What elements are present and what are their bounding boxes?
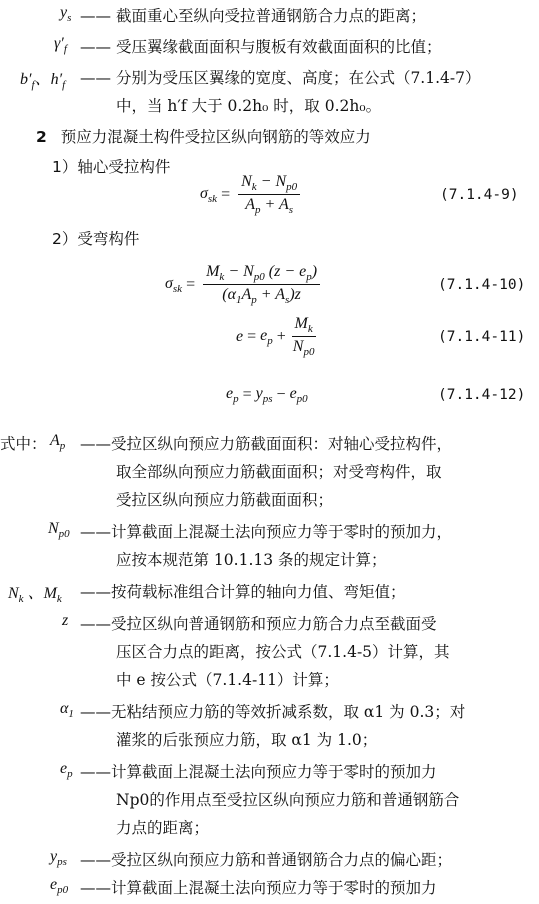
subheading-bending: 2）受弯构件 [52, 230, 140, 248]
def-z-line2: 压区合力点的距离，按公式（7.1.4-5）计算，其 [116, 643, 450, 661]
symbol-Nk-Mk: $N_k$ 、$M_k$ [8, 585, 62, 606]
def-gamma-f-text: —— 受压翼缘截面面积与腹板有效截面面积的比值； [80, 38, 442, 56]
def-alpha1-line1: ——无粘结预应力筋的等效折减系数，取 α1 为 0.3；对 [80, 703, 466, 721]
where-label: 式中： [0, 435, 47, 453]
def-ys-text: —— 截面重心至纵向受拉普通钢筋合力点的距离； [80, 7, 426, 25]
def-bf-hf-text: —— 分别为受压区翼缘的宽度、高度；在公式（7.1.4-7） [80, 69, 481, 87]
symbol-ep0: $e_{p0}$ [50, 876, 69, 897]
symbol-bf-hf: $b'_f$、$h'_f$ [20, 71, 66, 92]
equation-number: (7.1.4-10) [438, 277, 526, 293]
equation-number: (7.1.4-9) [440, 187, 519, 203]
symbol-yps: $y_{ps}$ [50, 848, 67, 869]
equation-number: (7.1.4-11) [438, 329, 526, 345]
def-ep-line2: Np0的作用点至受拉区纵向预应力筋和普通钢筋合 [116, 791, 460, 809]
def-yps-line1: ——受拉区纵向预应力筋和普通钢筋合力点的偏心距； [80, 851, 453, 869]
symbol-z: z [62, 612, 69, 629]
def-bf-hf-cont: 中，当 h′f 大于 0.2h₀ 时，取 0.2h₀。 [116, 97, 382, 115]
section-heading: 2 预应力混凝土构件受拉区纵向钢筋的等效应力 [36, 128, 371, 146]
def-alpha1-line2: 灌浆的后张预应力筋，取 α1 为 1.0； [116, 731, 378, 749]
subheading-axial: 1）轴心受拉构件 [52, 158, 171, 176]
def-Ap-line2: 取全部纵向预应力筋截面面积；对受弯构件，取 [116, 463, 442, 481]
equation-7-1-4-9: $\sigma_{sk}$ = $\frac{N_k - N_{p0}}{A_p + A_s}$ [200, 173, 304, 216]
def-Ap-line1: ——受拉区纵向预应力筋截面面积：对轴心受拉构件， [80, 435, 453, 453]
equation-7-1-4-10: $\sigma_{sk}$ = $\frac{M_k - N_{p0} (z - e_p)}{(\alpha_1A_p + A_s)z}$ [165, 263, 324, 306]
symbol-Np0: $N_{p0}$ [48, 520, 70, 541]
symbol-alpha1: $\alpha_1$ [60, 700, 74, 721]
def-z-line3: 中 e 按公式（7.1.4-11）计算； [116, 671, 339, 689]
def-Nk-Mk-line1: ——按荷载标准组合计算的轴向力值、弯矩值； [80, 583, 406, 601]
equation-number: (7.1.4-12) [438, 387, 526, 403]
symbol-ys: $y_s$ [60, 4, 72, 25]
equation-7-1-4-11: e = $e_p$ + $\frac{M_k}{N_{p0}}$ [236, 315, 315, 359]
def-Ap-line3: 受拉区纵向预应力筋截面面积； [116, 491, 334, 509]
def-ep-line3: 力点的距离； [116, 819, 210, 837]
def-Np0-line2: 应按本规范第 10.1.13 条的规定计算； [116, 551, 387, 569]
symbol-gamma-f: $\gamma'_f$ [54, 35, 67, 56]
def-ep0-line1: ——计算截面上混凝土法向预应力等于零时的预加力 [80, 879, 437, 897]
def-Np0-line1: ——计算截面上混凝土法向预应力等于零时的预加力， [80, 523, 453, 541]
equation-7-1-4-12: $e_p$ = $y_{ps}$ − $e_{p0}$ [226, 385, 308, 406]
def-ep-line1: ——计算截面上混凝土法向预应力等于零时的预加力 [80, 763, 437, 781]
def-z-line1: ——受拉区纵向普通钢筋和预应力筋合力点至截面受 [80, 615, 437, 633]
symbol-Ap: $A_p$ [50, 432, 66, 453]
symbol-ep: $e_p$ [60, 760, 73, 781]
